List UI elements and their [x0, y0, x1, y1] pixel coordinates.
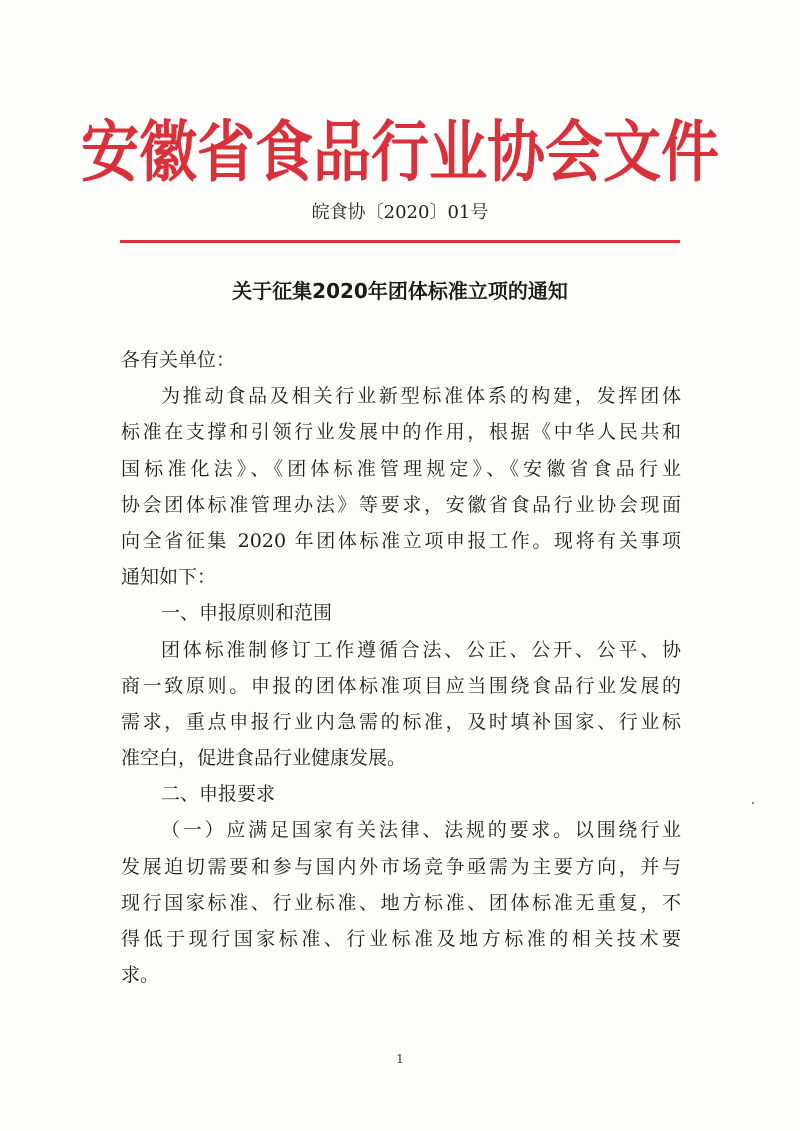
body-line: 通知如下：: [121, 566, 217, 589]
salutation: 各有关单位：: [121, 349, 236, 371]
body-line: 准空白，促进食品行业健康发展。: [121, 747, 407, 770]
body-line: 求。: [121, 964, 160, 987]
masthead-title: 安徽省食品行业协会文件: [80, 112, 719, 191]
page-number: 1: [396, 1052, 404, 1066]
body-line: 标准在支撑和引领行业发展中的作用，根据《中华人民共和: [121, 421, 681, 444]
notice-body: [121, 342, 681, 993]
body-line: 协会团体标准管理办法》等要求，安徽省食品行业协会现面: [121, 493, 681, 516]
body-line: 团体标准制修订工作遵循合法、公正、公开、公平、协: [161, 638, 681, 661]
red-divider-line: [120, 240, 680, 243]
scan-speck: [752, 802, 754, 804]
document-number: 皖食协〔2020〕01号: [311, 202, 489, 223]
body-line: 国标准化法》、《团体标准管理规定》、《安徽省食品行业: [121, 457, 681, 480]
body-line: 发展迫切需要和参与国内外市场竞争亟需为主要方向，并与: [121, 855, 681, 878]
body-line: 为推动食品及相关行业新型标准体系的构建，发挥团体: [161, 385, 681, 408]
section-heading-1: 一、申报原则和范围: [161, 602, 333, 625]
body-line: 现行国家标准、行业标准、地方标准、团体标准无重复，不: [121, 891, 681, 914]
body-line: 向全省征集 2020 年团体标准立项申报工作。现将有关事项: [121, 529, 681, 552]
body-line: 商一致原则。申报的团体标准项目应当围绕食品行业发展的: [121, 674, 681, 697]
section-heading-2: 二、申报要求: [161, 783, 276, 806]
body-line: 需求，重点申报行业内急需的标准，及时填补国家、行业标: [121, 710, 681, 733]
notice-title: 关于征集2020年团体标准立项的通知: [232, 279, 568, 303]
body-line: 得低于现行国家标准、行业标准及地方标准的相关技术要: [121, 928, 681, 950]
body-line: （一）应满足国家有关法律、法规的要求。以围绕行业: [161, 819, 681, 842]
